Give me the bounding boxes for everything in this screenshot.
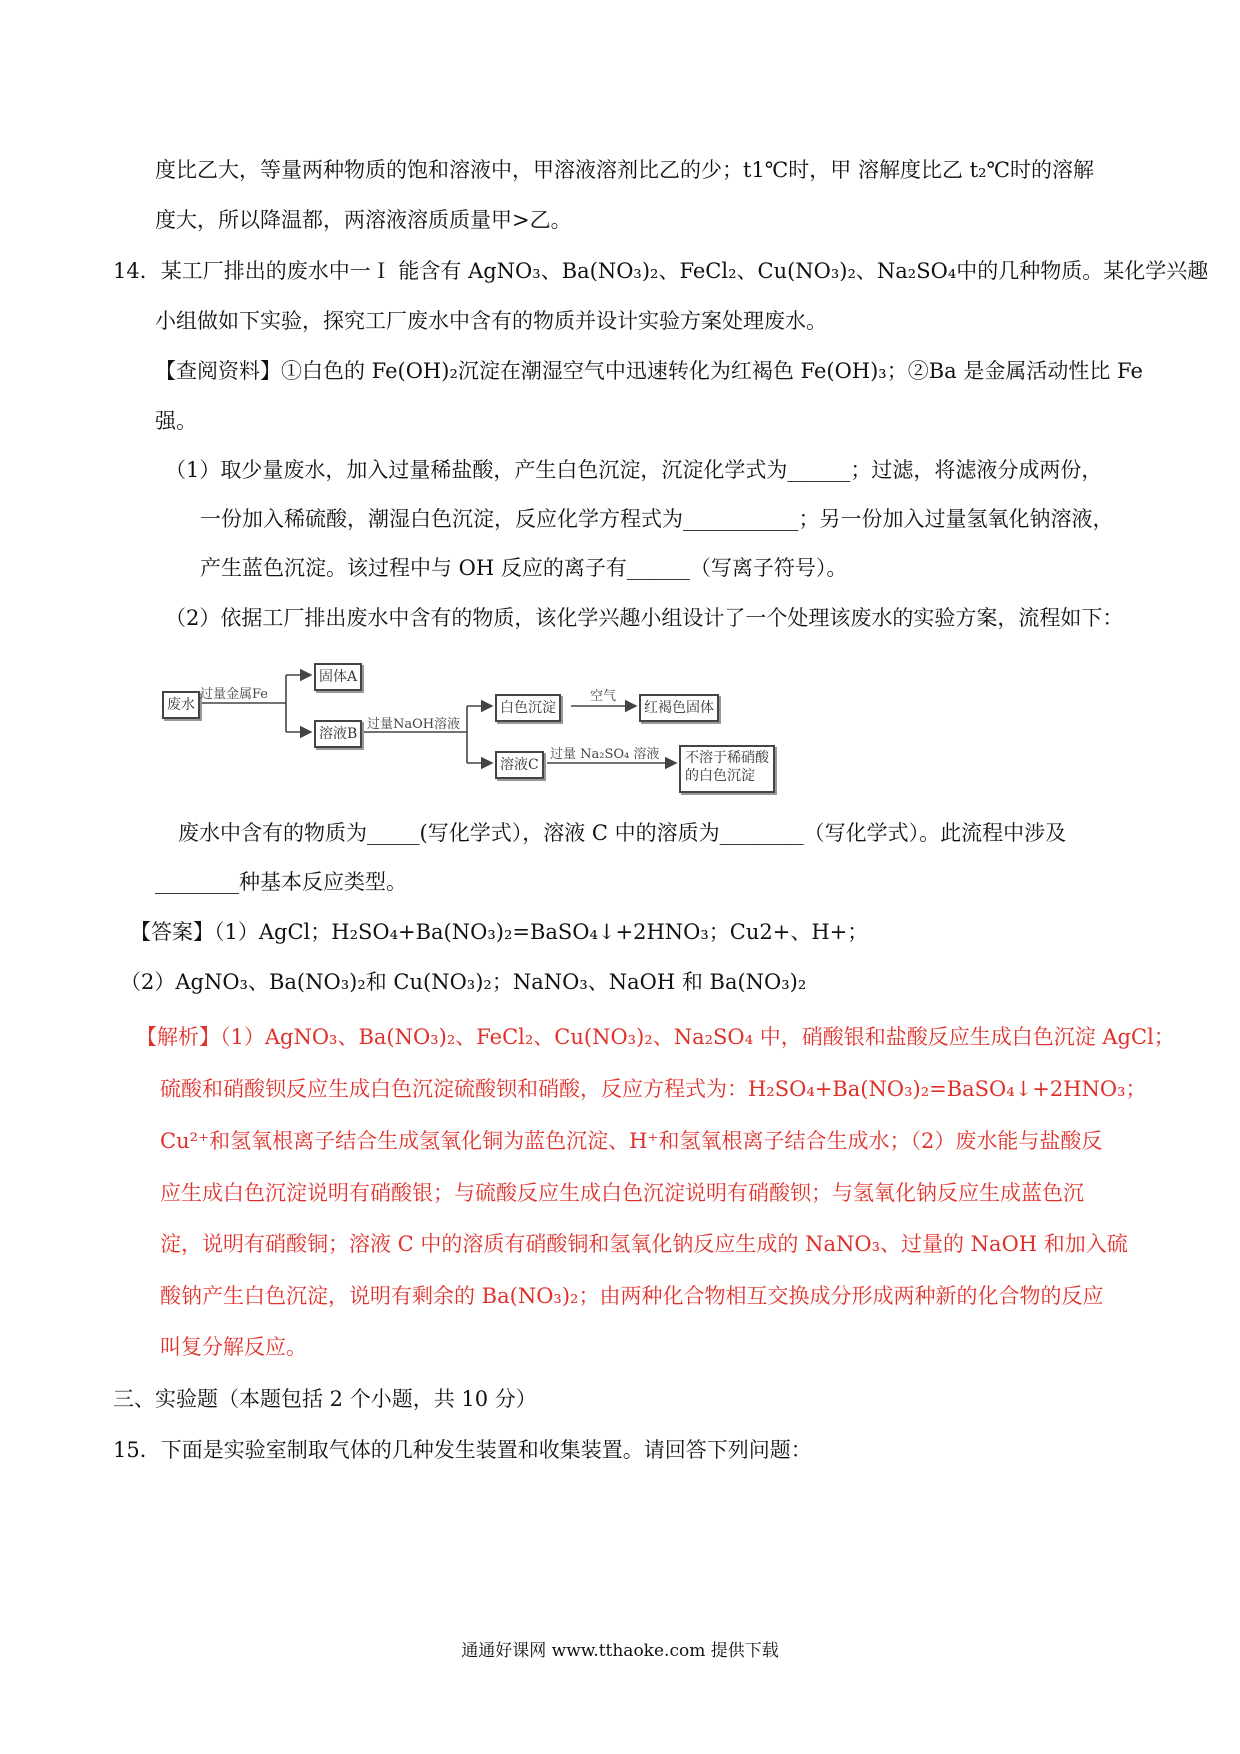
explanation-line: 淀，说明有硝酸铜；溶液 C 中的溶质有硝酸铜和氢氧化钠反应生成的 NaNO₃、过量的 NaOH 和加入硫 (160, 1232, 1128, 1256)
question-14-line: 14．某工厂排出的废水中一Ｉ 能含有 AgNO₃、Ba(NO₃)₂、FeCl₂、Cu(NO₃)₂、Na₂SO₄中的几种物质。某化学兴趣 (113, 259, 1209, 283)
part-1-line: 一份加入稀硫酸，潮湿白色沉淀，反应化学方程式为___________；另一份加入过量氢氧化钠溶液， (200, 507, 1114, 531)
text-line: 度大，所以降温都，两溶液溶质质量甲>乙。 (155, 208, 572, 232)
solution-b-box: 溶液B (314, 720, 362, 748)
arrow-label-fe: 过量金属Fe (200, 687, 269, 702)
part-1-line: （1）取少量废水，加入过量稀盐酸，产生白色沉淀，沉淀化学式为______；过滤，将滤液分成两份， (165, 458, 1103, 482)
final-box-line-1: 不溶于稀硝酸 (685, 750, 769, 766)
arrow-label-naoh: 过量NaOH溶液 (367, 717, 461, 732)
explanation-line: 【解析】（1）AgNO₃、Ba(NO₃)₂、FeCl₂、Cu(NO₃)₂、Na₂SO₄ 中，硝酸银和盐酸反应生成白色沉淀 AgCl； (136, 1025, 1175, 1049)
text-line: 度比乙大，等量两种物质的饱和溶液中，甲溶液溶剂比乙的少；t1℃时，甲 溶解度比乙 t₂℃时的溶解 (155, 158, 1094, 182)
solid-a-box: 固体A (314, 663, 362, 691)
final-box-line-2: 的白色沉淀 (685, 768, 755, 784)
answer-line: （2）AgNO₃、Ba(NO₃)₂和 Cu(NO₃)₂；NaNO₃、NaOH 和 Ba(NO₃)₂ (120, 970, 807, 994)
part-2-line: 废水中含有的物质为_____(写化学式），溶液 C 中的溶质为________（写化学式）。此流程中涉及 (178, 821, 1067, 845)
part-1-line: 产生蓝色沉淀。该过程中与 OH 反应的离子有______（写离子符号）。 (200, 556, 848, 580)
question-15-line: 15．下面是实验室制取气体的几种发生装置和收集装置。请回答下列问题： (113, 1438, 812, 1462)
part-2-line: ________种基本反应类型。 (155, 870, 407, 894)
explanation-line: Cu²⁺和氢氧根离子结合生成氢氧化铜为蓝色沉淀、H⁺和氢氧根离子结合生成水；（2）废水能与盐酸反 (160, 1129, 1103, 1153)
page-footer: 通通好课网 www.tthaoke.com 提供下载 (461, 1641, 779, 1661)
part-2-line: （2）依据工厂排出废水中含有的物质，该化学兴趣小组设计了一个处理该废水的实验方案，流程如下： (165, 606, 1124, 630)
explanation-line: 叫复分解反应。 (160, 1335, 307, 1359)
arrow-label-air: 空气 (590, 689, 617, 704)
waste-water-box: 废水 (162, 691, 200, 719)
explanation-line: 酸钠产生白色沉淀，说明有剩余的 Ba(NO₃)₂；由两种化合物相互交换成分形成两种新的化合物的反应 (160, 1284, 1104, 1308)
red-brown-solid-box: 红褐色固体 (639, 694, 719, 722)
section-3-heading: 三、实验题（本题包括 2 个小题，共 10 分） (113, 1387, 537, 1411)
text-line: 强。 (155, 409, 197, 433)
arrow-label-na2so4: 过量 Na₂SO₄ 溶液 (550, 747, 660, 762)
reference-info: 【查阅资料】①白色的 Fe(OH)₂沉淀在潮湿空气中迅速转化为红褐色 Fe(OH)₃；②Ba 是金属活动性比 Fe (155, 359, 1143, 383)
answer-line: 【答案】（1）AgCl；H₂SO₄+Ba(NO₃)₂=BaSO₄↓+2HNO₃；Cu2+、H+； (130, 920, 869, 944)
text-line: 小组做如下实验，探究工厂废水中含有的物质并设计实验方案处理废水。 (155, 309, 827, 333)
final-precipitate-box (679, 745, 775, 793)
flow-diagram (162, 655, 802, 800)
solution-c-box: 溶液C (495, 751, 544, 779)
explanation-line: 应生成白色沉淀说明有硝酸银；与硫酸反应生成白色沉淀说明有硝酸钡；与氢氧化钠反应生成蓝色沉 (160, 1181, 1084, 1205)
white-precipitate-box: 白色沉淀 (495, 694, 561, 722)
explanation-line: 硫酸和硝酸钡反应生成白色沉淀硫酸钡和硝酸，反应方程式为：H₂SO₄+Ba(NO₃)₂=BaSO₄↓+2HNO₃； (160, 1077, 1147, 1101)
